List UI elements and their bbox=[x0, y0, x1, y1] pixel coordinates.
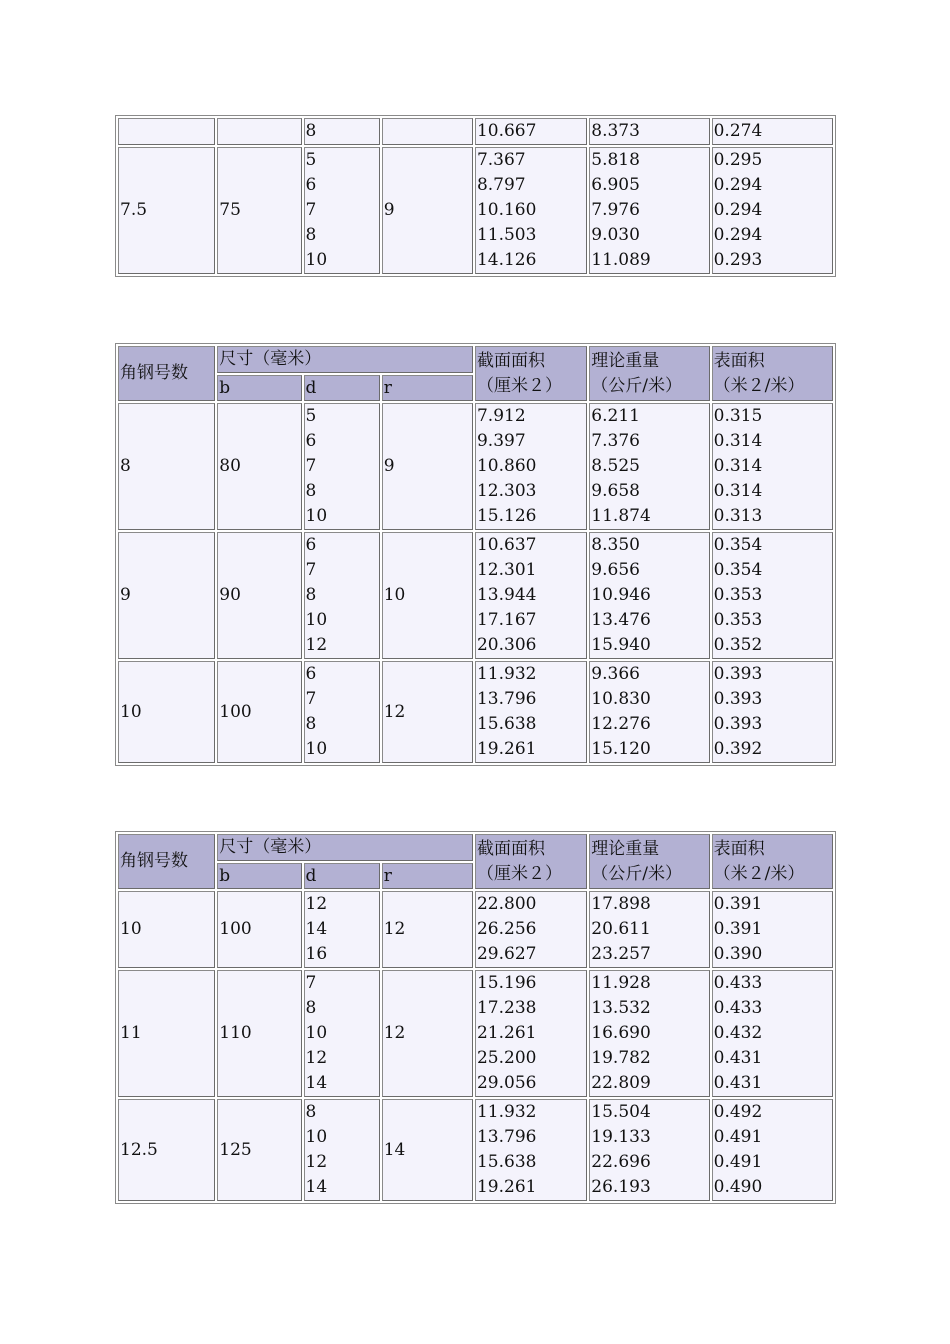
cell-weight: 22.809 bbox=[591, 1073, 651, 1093]
table1-body bbox=[118, 118, 833, 274]
cell-b: 75 bbox=[217, 147, 301, 274]
header-weight-line2: （公斤/米） bbox=[591, 863, 683, 884]
cell-area: 15.126 bbox=[476, 506, 537, 526]
table-row bbox=[118, 891, 833, 968]
cell-surface: 0.353 bbox=[713, 585, 763, 605]
header-area-line1: 截面面积 bbox=[476, 350, 545, 371]
cell-d: 14 bbox=[305, 919, 328, 939]
cell-d: 7 bbox=[305, 456, 317, 476]
cell-code: 11 bbox=[118, 970, 215, 1097]
cell-weight: 10.946 bbox=[591, 585, 651, 605]
cell-area: 21.261 bbox=[476, 1023, 537, 1043]
header-area-line2: （厘米２） bbox=[476, 863, 562, 884]
cell-weight: 26.193 bbox=[591, 1177, 651, 1197]
cell-code: 7.5 bbox=[118, 147, 215, 274]
cell-area-list bbox=[475, 970, 587, 1097]
cell-d: 10 bbox=[305, 1023, 328, 1043]
cell-weight: 12.276 bbox=[591, 714, 651, 734]
cell-surface: 0.490 bbox=[713, 1177, 763, 1197]
cell-area: 20.306 bbox=[476, 635, 537, 655]
cell-d: 6 bbox=[305, 175, 317, 195]
cell-surface: 0.491 bbox=[713, 1127, 763, 1147]
header-code: 角钢号数 bbox=[118, 346, 215, 401]
cell-code bbox=[118, 118, 215, 145]
cell-b: 125 bbox=[217, 1099, 301, 1201]
cell-d: 8 bbox=[305, 225, 317, 245]
cell-d: 6 bbox=[305, 664, 317, 684]
header-dimension: 尺寸（毫米） bbox=[217, 834, 473, 861]
cell-r: 9 bbox=[382, 403, 473, 530]
cell-weight: 13.476 bbox=[591, 610, 651, 630]
cell-area: 17.167 bbox=[476, 610, 537, 630]
cell-weight: 8.350 bbox=[591, 535, 640, 555]
cell-surface: 0.293 bbox=[713, 250, 763, 270]
cell-weight: 7.376 bbox=[591, 431, 640, 451]
cell-surface: 0.294 bbox=[713, 225, 763, 245]
cell-surface: 0.354 bbox=[713, 560, 763, 580]
cell-weight: 22.696 bbox=[591, 1152, 651, 1172]
header-b: b bbox=[217, 863, 301, 889]
cell-area-list bbox=[475, 147, 587, 274]
cell-area: 14.126 bbox=[476, 250, 537, 270]
cell-surface: 0.393 bbox=[713, 714, 763, 734]
cell-area: 10.637 bbox=[476, 535, 537, 555]
cell-surface: 0.392 bbox=[713, 739, 763, 759]
cell-d-list bbox=[304, 403, 380, 530]
cell-weight: 9.030 bbox=[591, 225, 640, 245]
cell-weight: 9.366 bbox=[591, 664, 640, 684]
cell-weight: 20.611 bbox=[591, 919, 651, 939]
cell-weight-list bbox=[589, 661, 709, 763]
cell-d: 14 bbox=[305, 1177, 328, 1197]
cell-area-list bbox=[475, 891, 587, 968]
cell-surface: 0.294 bbox=[713, 175, 763, 195]
cell-area: 11.932 bbox=[476, 1102, 537, 1122]
cell-weight: 23.257 bbox=[591, 944, 651, 964]
header-surface-line1: 表面积 bbox=[713, 838, 765, 859]
cell-area: 10.160 bbox=[476, 200, 537, 220]
cell-area: 29.056 bbox=[476, 1073, 537, 1093]
cell-weight: 9.658 bbox=[591, 481, 640, 501]
header-area-line2: （厘米２） bbox=[476, 375, 562, 396]
cell-surface: 0.391 bbox=[713, 919, 763, 939]
cell-b: 100 bbox=[217, 891, 301, 968]
cell-d: 8 bbox=[305, 998, 317, 1018]
angle-steel-table-1 bbox=[115, 115, 836, 277]
cell-r: 12 bbox=[382, 661, 473, 763]
cell-surface-list bbox=[712, 1099, 833, 1201]
cell-d: 10 bbox=[305, 1127, 328, 1147]
header-r: r bbox=[382, 863, 473, 889]
cell-weight: 9.656 bbox=[591, 560, 640, 580]
cell-surface: 0.314 bbox=[713, 456, 763, 476]
cell-surface: 0.393 bbox=[713, 664, 763, 684]
cell-code: 10 bbox=[118, 661, 215, 763]
cell-area: 17.238 bbox=[476, 998, 537, 1018]
cell-r: 12 bbox=[382, 891, 473, 968]
cell-surface: 0.295 bbox=[713, 150, 763, 170]
cell-weight: 8.373 bbox=[589, 118, 709, 145]
table3-body bbox=[118, 834, 833, 1201]
cell-d: 5 bbox=[305, 150, 317, 170]
cell-surface: 0.314 bbox=[713, 481, 763, 501]
cell-weight: 5.818 bbox=[591, 150, 640, 170]
cell-weight-list bbox=[589, 147, 709, 274]
header-surface-line2: （米２/米） bbox=[713, 375, 805, 396]
cell-area: 13.796 bbox=[476, 1127, 537, 1147]
cell-area: 19.261 bbox=[476, 1177, 537, 1197]
cell-weight-list bbox=[589, 970, 709, 1097]
header-row bbox=[118, 834, 833, 861]
cell-area: 11.932 bbox=[476, 664, 537, 684]
cell-surface: 0.431 bbox=[713, 1048, 763, 1068]
cell-weight: 15.940 bbox=[591, 635, 651, 655]
header-dimension: 尺寸（毫米） bbox=[217, 346, 473, 373]
cell-d: 10 bbox=[305, 250, 328, 270]
cell-surface: 0.393 bbox=[713, 689, 763, 709]
cell-d-list bbox=[304, 970, 380, 1097]
table-row bbox=[118, 1099, 833, 1201]
cell-surface: 0.353 bbox=[713, 610, 763, 630]
cell-area-list bbox=[475, 661, 587, 763]
cell-r: 10 bbox=[382, 532, 473, 659]
header-surface-line2: （米２/米） bbox=[713, 863, 805, 884]
cell-d-list bbox=[304, 1099, 380, 1201]
table-row bbox=[118, 532, 833, 659]
cell-surface: 0.491 bbox=[713, 1152, 763, 1172]
table-row bbox=[118, 970, 833, 1097]
cell-d: 6 bbox=[305, 535, 317, 555]
cell-d: 8 bbox=[305, 1102, 317, 1122]
header-row bbox=[118, 346, 833, 373]
header-weight-line2: （公斤/米） bbox=[591, 375, 683, 396]
cell-d: 16 bbox=[305, 944, 328, 964]
cell-d: 12 bbox=[305, 635, 328, 655]
cell-area: 7.912 bbox=[476, 406, 526, 426]
cell-d: 7 bbox=[305, 200, 317, 220]
cell-d-list bbox=[304, 147, 380, 274]
cell-b: 80 bbox=[217, 403, 301, 530]
cell-surface: 0.433 bbox=[713, 998, 763, 1018]
header-surface-line1: 表面积 bbox=[713, 350, 765, 371]
cell-area: 29.627 bbox=[476, 944, 537, 964]
cell-weight: 15.504 bbox=[591, 1102, 651, 1122]
cell-weight: 11.874 bbox=[591, 506, 651, 526]
cell-d: 8 bbox=[304, 118, 380, 145]
cell-weight: 6.211 bbox=[591, 406, 640, 426]
cell-r: 12 bbox=[382, 970, 473, 1097]
cell-d: 10 bbox=[305, 739, 328, 759]
cell-area: 10.860 bbox=[476, 456, 537, 476]
cell-area: 13.944 bbox=[476, 585, 537, 605]
cell-weight: 16.690 bbox=[591, 1023, 651, 1043]
cell-area: 7.367 bbox=[476, 150, 526, 170]
header-code: 角钢号数 bbox=[118, 834, 215, 889]
header-surface bbox=[712, 346, 833, 401]
cell-surface-list bbox=[712, 532, 833, 659]
cell-surface: 0.315 bbox=[713, 406, 763, 426]
cell-surface: 0.492 bbox=[713, 1102, 763, 1122]
cell-surface-list bbox=[712, 403, 833, 530]
cell-r: 14 bbox=[382, 1099, 473, 1201]
table2-body bbox=[118, 346, 833, 763]
angle-steel-table-2 bbox=[115, 343, 836, 766]
cell-d: 10 bbox=[305, 610, 328, 630]
cell-surface: 0.274 bbox=[712, 118, 833, 145]
cell-code: 9 bbox=[118, 532, 215, 659]
cell-d: 7 bbox=[305, 973, 317, 993]
cell-surface: 0.432 bbox=[713, 1023, 763, 1043]
cell-weight-list bbox=[589, 1099, 709, 1201]
header-weight bbox=[589, 346, 709, 401]
cell-surface-list bbox=[712, 970, 833, 1097]
cell-d: 10 bbox=[305, 506, 328, 526]
cell-surface: 0.354 bbox=[713, 535, 763, 555]
cell-surface-list bbox=[712, 661, 833, 763]
cell-b: 100 bbox=[217, 661, 301, 763]
cell-weight: 7.976 bbox=[591, 200, 640, 220]
cell-area-list bbox=[475, 403, 587, 530]
header-d: d bbox=[304, 375, 380, 401]
cell-area: 8.797 bbox=[476, 175, 526, 195]
header-r: r bbox=[382, 375, 473, 401]
cell-weight: 11.928 bbox=[591, 973, 651, 993]
cell-area: 22.800 bbox=[476, 894, 537, 914]
cell-weight: 10.830 bbox=[591, 689, 651, 709]
header-d: d bbox=[304, 863, 380, 889]
cell-area: 15.638 bbox=[476, 714, 537, 734]
cell-weight: 8.525 bbox=[591, 456, 640, 476]
cell-weight: 19.133 bbox=[591, 1127, 651, 1147]
cell-weight-list bbox=[589, 891, 709, 968]
cell-d: 5 bbox=[305, 406, 317, 426]
cell-d: 14 bbox=[305, 1073, 328, 1093]
cell-area: 11.503 bbox=[476, 225, 537, 245]
cell-d: 12 bbox=[305, 1152, 328, 1172]
cell-b: 110 bbox=[217, 970, 301, 1097]
cell-area: 10.667 bbox=[475, 118, 587, 145]
table-row bbox=[118, 147, 833, 274]
cell-surface: 0.294 bbox=[713, 200, 763, 220]
cell-d-list bbox=[304, 661, 380, 763]
cell-d: 6 bbox=[305, 431, 317, 451]
cell-area: 25.200 bbox=[476, 1048, 537, 1068]
cell-area: 12.301 bbox=[476, 560, 537, 580]
cell-d: 8 bbox=[305, 481, 317, 501]
cell-d: 8 bbox=[305, 585, 317, 605]
table-row bbox=[118, 403, 833, 530]
cell-d-list bbox=[304, 891, 380, 968]
cell-surface-list bbox=[712, 891, 833, 968]
header-area bbox=[475, 346, 587, 401]
cell-code: 12.5 bbox=[118, 1099, 215, 1201]
cell-area: 15.638 bbox=[476, 1152, 537, 1172]
table-row bbox=[118, 661, 833, 763]
cell-code: 10 bbox=[118, 891, 215, 968]
cell-surface: 0.313 bbox=[713, 506, 763, 526]
cell-r: 9 bbox=[382, 147, 473, 274]
cell-d: 7 bbox=[305, 689, 317, 709]
cell-d-list bbox=[304, 532, 380, 659]
cell-surface-list bbox=[712, 147, 833, 274]
cell-weight: 15.120 bbox=[591, 739, 651, 759]
cell-surface: 0.390 bbox=[713, 944, 763, 964]
cell-weight: 19.782 bbox=[591, 1048, 651, 1068]
cell-d: 12 bbox=[305, 894, 328, 914]
cell-surface: 0.433 bbox=[713, 973, 763, 993]
cell-weight: 6.905 bbox=[591, 175, 640, 195]
cell-code: 8 bbox=[118, 403, 215, 530]
cell-area-list bbox=[475, 532, 587, 659]
cell-b: 90 bbox=[217, 532, 301, 659]
cell-area: 9.397 bbox=[476, 431, 526, 451]
cell-d: 7 bbox=[305, 560, 317, 580]
header-surface bbox=[712, 834, 833, 889]
cell-area-list bbox=[475, 1099, 587, 1201]
cell-area: 19.261 bbox=[476, 739, 537, 759]
cell-r bbox=[382, 118, 473, 145]
cell-surface: 0.391 bbox=[713, 894, 763, 914]
cell-b bbox=[217, 118, 301, 145]
header-weight-line1: 理论重量 bbox=[591, 838, 660, 859]
cell-area: 13.796 bbox=[476, 689, 537, 709]
cell-surface: 0.352 bbox=[713, 635, 763, 655]
cell-weight-list bbox=[589, 403, 709, 530]
cell-d: 8 bbox=[305, 714, 317, 734]
header-weight-line1: 理论重量 bbox=[591, 350, 660, 371]
angle-steel-table-3 bbox=[115, 831, 836, 1204]
cell-weight: 11.089 bbox=[591, 250, 651, 270]
cell-surface: 0.314 bbox=[713, 431, 763, 451]
header-area-line1: 截面面积 bbox=[476, 838, 545, 859]
header-area bbox=[475, 834, 587, 889]
table1-top-row bbox=[118, 118, 833, 145]
cell-weight: 13.532 bbox=[591, 998, 651, 1018]
cell-surface: 0.431 bbox=[713, 1073, 763, 1093]
cell-weight-list bbox=[589, 532, 709, 659]
header-weight bbox=[589, 834, 709, 889]
cell-weight: 17.898 bbox=[591, 894, 651, 914]
cell-area: 12.303 bbox=[476, 481, 537, 501]
cell-area: 15.196 bbox=[476, 973, 537, 993]
cell-area: 26.256 bbox=[476, 919, 537, 939]
header-b: b bbox=[217, 375, 301, 401]
cell-d: 12 bbox=[305, 1048, 328, 1068]
